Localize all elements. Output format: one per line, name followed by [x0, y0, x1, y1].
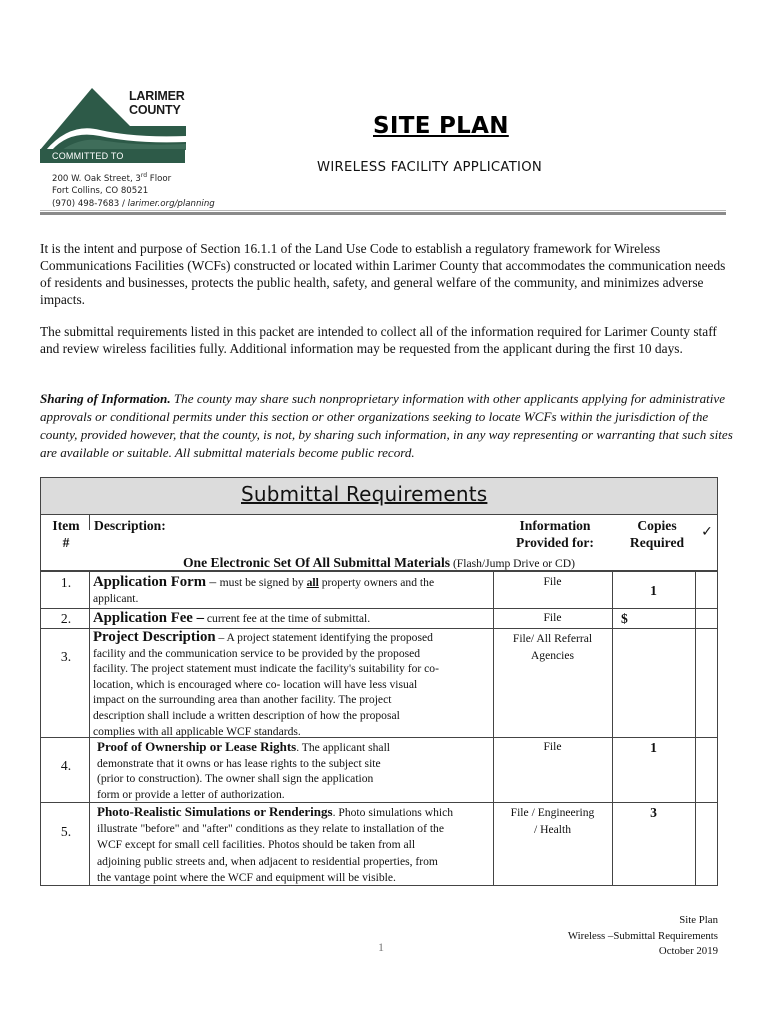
row1-description [93, 573, 493, 607]
section-electronic-set [41, 554, 717, 572]
col-divider-copies [612, 570, 613, 886]
row2-info: File [543, 611, 562, 624]
header-copies [617, 517, 697, 551]
row5-info [493, 804, 612, 838]
row2-title: Application Fee – [93, 610, 204, 626]
row3-line2: facility. The project statement must indicate the facility's suitability for co- [93, 662, 439, 676]
row5-check-box[interactable] [696, 803, 716, 886]
row5-line2: WCF except for small cell facilities. Photos should be taken from all [97, 838, 416, 852]
row1-desc-b: property owners and the [318, 576, 435, 589]
row3-line1: facility and the communication service to be provided by the proposed [93, 646, 421, 660]
submittal-requirements-table [40, 477, 718, 886]
sharing-label: Sharing of Information. [40, 391, 171, 406]
logo-county-name [129, 89, 185, 117]
header-item-line2: # [62, 535, 70, 550]
header-check-icon: ✓ [701, 524, 713, 540]
row4-line0: . The applicant shall [296, 741, 391, 754]
row3-info [493, 630, 612, 664]
footer-doc-name: Site Plan [679, 914, 718, 926]
intro-paragraph-2: The submittal requirements listed in this packet are intended to collect all of the information required for Larimer County staff and review wireless facilities fully. Additional information may be requested from the applicant during the first 10 days. [40, 324, 717, 356]
row2-copies: $ [621, 611, 628, 626]
row4-line2: (prior to construction). The owner shall sign the application [97, 772, 374, 786]
row3-description [93, 630, 493, 739]
row3-info-line1: File/ All Referral [512, 632, 593, 645]
row4-check-box[interactable] [696, 738, 716, 802]
row5-title: Photo-Realistic Simulations or Renderings [97, 804, 333, 819]
footer-doc-section: Wireless –Submittal Requirements [567, 929, 718, 942]
row3-check-box[interactable] [696, 629, 716, 737]
address-url[interactable]: larimer.org/planning [127, 199, 215, 210]
row1-info: File [543, 575, 562, 588]
row5-line3: adjoining public streets and, when adjacent to residential properties, from [97, 854, 438, 868]
col-divider-item [89, 570, 90, 886]
sharing-text: The county may share such nonproprietary information with other applicants applying for administrative approvals or conditional permits under this section or other organizations seeking to locate WCFs within the jurisdiction of the county, provided however, that the county, is not, by sharing such information, in any way representing or warranting that such sites are available or suitable. All submittal materials become public record. [40, 391, 733, 460]
row3-line6: complies with all applicable WCF standards. [93, 724, 301, 738]
row4-info: File [543, 740, 562, 753]
row3-info-line2: Agencies [530, 649, 575, 662]
address-phone: (970) 498-7683 / [52, 199, 128, 210]
row4-copies: 1 [650, 740, 657, 755]
row2-description [93, 609, 493, 627]
address-line2: Fort Collins, CO 80521 [52, 186, 149, 197]
header-divider [40, 210, 726, 215]
row3-title: Project Description [93, 629, 216, 645]
row2-check-box[interactable] [696, 609, 716, 628]
logo-tagline: COMMITTED TO EXCELLENCE [40, 149, 185, 163]
row1-check-box[interactable] [696, 572, 716, 608]
row5-info-line1: File / Engineering [510, 806, 595, 819]
table-title: Submittal Requirements [241, 482, 488, 506]
row2-num: 2. [60, 611, 72, 626]
header-info-line1: Information [519, 518, 591, 533]
sharing-paragraph [40, 390, 736, 462]
logo-name-line1: LARIMER [129, 89, 185, 103]
address-line1 [52, 170, 215, 185]
page-number: 1 [378, 940, 384, 954]
row3-line3: location, which is encouraged where co- location will have less visual [93, 677, 418, 691]
row5-description [97, 804, 493, 886]
row1-sep: – [206, 574, 220, 589]
table-title-bar [41, 478, 717, 515]
row3-line0: – A project statement identifying the proposed [215, 631, 433, 644]
row5-line4: the vantage point where the WCF and equipment will be visible. [97, 870, 396, 884]
page-footer [540, 913, 718, 960]
row1-copies: 1 [650, 583, 657, 598]
row4-description [97, 739, 493, 802]
header-item-line1: Item [52, 518, 80, 533]
page-subtitle: WIRELESS FACILITY APPLICATION [317, 160, 543, 175]
section-small: (Flash/Jump Drive or CD) [450, 557, 575, 570]
row4-line3: form or provide a letter of authorization. [97, 787, 285, 801]
row1-desc-a: must be signed by [219, 576, 307, 589]
address-sup: rd [140, 172, 148, 179]
row2-desc: current fee at the time of submittal. [203, 612, 371, 625]
row5-line1: illustrate "before" and "after" conditions as they relate to installation of the [97, 822, 444, 836]
footer-date: October 2019 [658, 945, 718, 957]
address-street: 200 W. Oak Street, 3 [52, 173, 141, 184]
row5-line0: . Photo simulations which [332, 806, 454, 819]
col-divider-item-hdr [89, 515, 90, 530]
section-bold: One Electronic Set Of All Submittal Materials [182, 555, 451, 570]
page-title: SITE PLAN [373, 113, 509, 139]
row3-num: 3. [60, 649, 72, 664]
intro-paragraph-1: It is the intent and purpose of Section 16.1.1 of the Land Use Code to establish a regulatory framework for Wireless Communications Facilities (WCFs) constructed or located within Larimer County that accommodates the communication needs of residents and businesses, protects the public health, safety, and general welfare of the community, and minimizes adverse impacts. [40, 241, 726, 307]
address-line3 [52, 198, 215, 211]
row1-desc-all: all [306, 576, 319, 589]
row4-num: 4. [60, 758, 72, 773]
row4-title: Proof of Ownership or Lease Rights [97, 739, 297, 754]
row1-title: Application Form [93, 574, 207, 590]
header-item [43, 517, 89, 551]
row5-info-line2: / Health [533, 823, 572, 836]
row3-line4: impact on the surrounding area than another facility. The project [93, 693, 392, 707]
header-information [493, 517, 617, 551]
header-description: Description: [94, 518, 166, 533]
row1-num: 1. [60, 575, 72, 590]
header-copies-line2: Required [629, 535, 685, 550]
header-info-line2: Provided for: [516, 535, 594, 550]
row5-num: 5. [60, 824, 72, 839]
header-copies-line1: Copies [637, 518, 677, 533]
row3-line5: description shall include a written description of how the proposal [93, 708, 400, 722]
county-address [52, 170, 215, 211]
row4-line1: demonstrate that it owns or has lease rights to the subject site [97, 756, 381, 770]
address-floor: Floor [147, 173, 172, 184]
row5-copies: 3 [650, 805, 657, 820]
logo-name-line2: COUNTY [129, 103, 181, 117]
row1-desc-c: applicant. [93, 592, 139, 605]
